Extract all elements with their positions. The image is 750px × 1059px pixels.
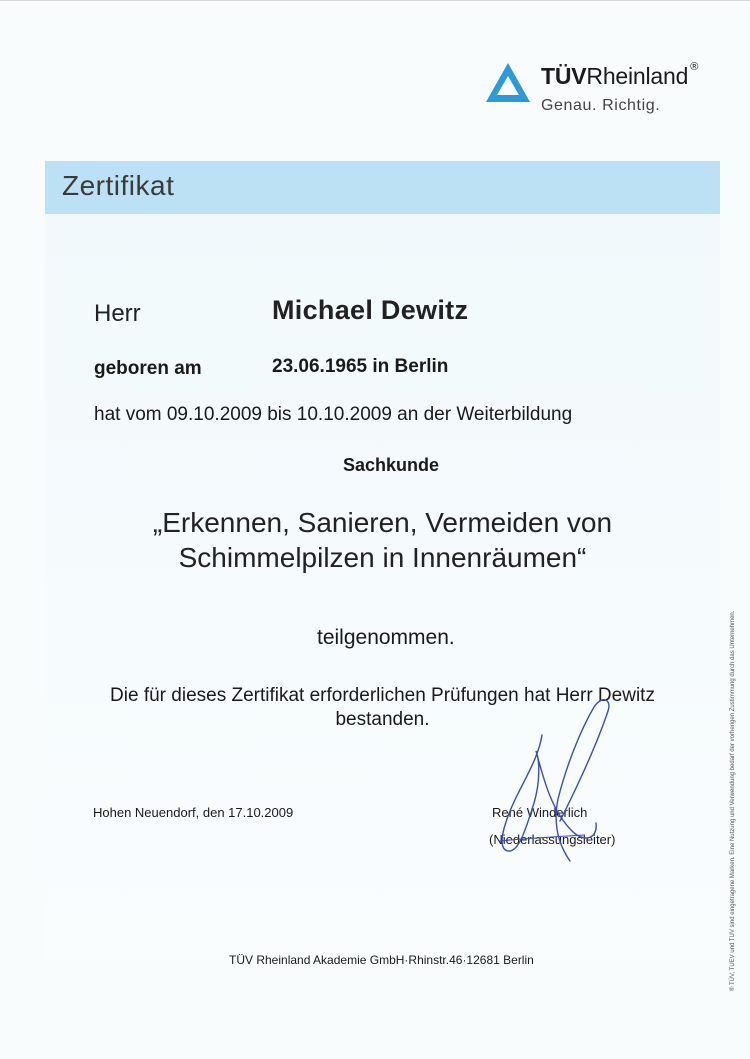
recipient-name: Michael Dewitz <box>272 295 469 325</box>
exam-statement-line-1: Die für dieses Zertifikat erforderlichen Prüfungen hat Herr Dewitz <box>110 685 655 706</box>
salutation: Herr <box>94 300 141 327</box>
brand-tagline: Genau. Richtig. <box>541 97 661 114</box>
trademark-note: ® TÜV, TUEV und TUV sind eingetragene Marken. Eine Nutzung und Verwendung bedarf der vorherigen Zustimmung durch das Unternehmen. <box>730 610 736 991</box>
signer-role: (Niederlassungsleiter) <box>489 832 616 847</box>
participated-text: teilgenommen. <box>317 626 455 649</box>
exam-statement-line-2: bestanden. <box>335 709 430 730</box>
brand-bold: TÜV <box>541 63 587 89</box>
signer-name: René Winderlich <box>492 805 588 820</box>
registered-mark: ® <box>690 61 699 73</box>
brand-regular: Rheinland <box>586 63 689 89</box>
place-and-date: Hohen Neuendorf, den 17.10.2009 <box>93 805 294 820</box>
training-period: hat vom 09.10.2009 bis 10.10.2009 an der Weiterbildung <box>94 404 573 425</box>
brand-name <box>541 63 698 90</box>
course-title-line-1: „Erkennen, Sanieren, Vermeiden von <box>152 507 613 538</box>
tuv-triangle-icon <box>484 61 532 105</box>
tuv-logo <box>484 59 734 123</box>
course-title <box>60 505 705 575</box>
course-title-line-2: Schimmelpilzen in Innenräumen“ <box>178 542 587 573</box>
title-band <box>45 161 720 214</box>
born-value: 23.06.1965 in Berlin <box>272 356 449 377</box>
training-subject: Sachkunde <box>343 455 440 475</box>
footer-address: TÜV Rheinland Akademie GmbH·Rhinstr.46·12681 Berlin <box>229 953 534 967</box>
page-title: Zertifikat <box>62 170 175 201</box>
handwritten-signature <box>480 691 620 871</box>
born-label: geboren am <box>94 358 202 379</box>
